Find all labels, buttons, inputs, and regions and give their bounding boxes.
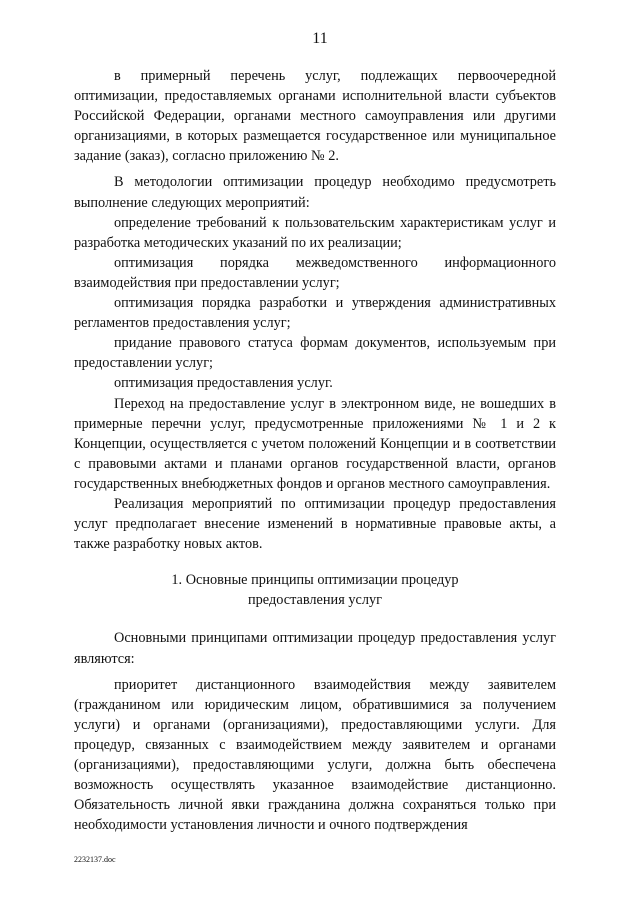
list-item-regulations: оптимизация порядка разработки и утверждения административных регламентов предоставления услуг; (74, 295, 556, 332)
paragraph-remote-priority: приоритет дистанционного взаимодействия между заявителем (гражданином или юридическим лицом, обратившимися за получением услуги) и органами (организациями), предоставляющими услуги. Для процедур, связанных с взаимодействием между заявителем и органами (организациями), предоставляющими услуги, должна быть обеспечена возможность осуществлять указанное взаимодействие дистанционно. Обязательность личной явки гражданина должна сохраняться только при необходимости установления личности и очного подтверждения (74, 676, 556, 834)
document-body (74, 66, 556, 835)
section-heading-line1: 1. Основные принципы оптимизации процедур (171, 572, 459, 589)
section-heading-line2: предоставления услуг (248, 592, 382, 609)
paragraph-list-continuation: в примерный перечень услуг, подлежащих первоочередной оптимизации, предоставляемых органами исполнительной власти субъектов Российской Федерации, органами местного самоуправления или другими организациями, в которых размещается государственное или муниципальное задание (заказ), согласно приложению № 2. (74, 68, 556, 165)
paragraph-principles-intro: Основными принципами оптимизации процедур предоставления услуг являются: (74, 630, 556, 667)
list-item-requirements: определение требований к пользовательским характеристикам услуг и разработка методических указаний по их реализации; (74, 214, 556, 251)
list-item-optimization: оптимизация предоставления услуг. (114, 375, 333, 392)
paragraph-implementation: Реализация мероприятий по оптимизации процедур предоставления услуг предполагает внесение изменений в нормативные правовые акты, а также разработку новых актов. (74, 495, 556, 553)
paragraph-methodology: В методологии оптимизации процедур необходимо предусмотреть выполнение следующих мероприятий: (74, 174, 556, 211)
page-number: 11 (312, 30, 328, 47)
section-heading (74, 570, 556, 610)
list-item-legal-status: придание правового статуса формам документов, используемым при предоставлении услуг; (74, 335, 556, 372)
paragraph-electronic-transition: Переход на предоставление услуг в электронном виде, не вошедших в примерные перечни услуг, предусмотренные приложениями № 1 и 2 к Концепции, осуществляется с учетом положений Концепции и в соответствии с правовыми актами и планами органов государственной власти, органов государственных внебюджетных фондов и органов местного самоуправления. (74, 395, 556, 492)
list-item-interaction: оптимизация порядка межведомственного информационного взаимодействия при предоставлении услуг; (74, 254, 556, 291)
footer-filename: 2232137.doc (74, 855, 116, 864)
